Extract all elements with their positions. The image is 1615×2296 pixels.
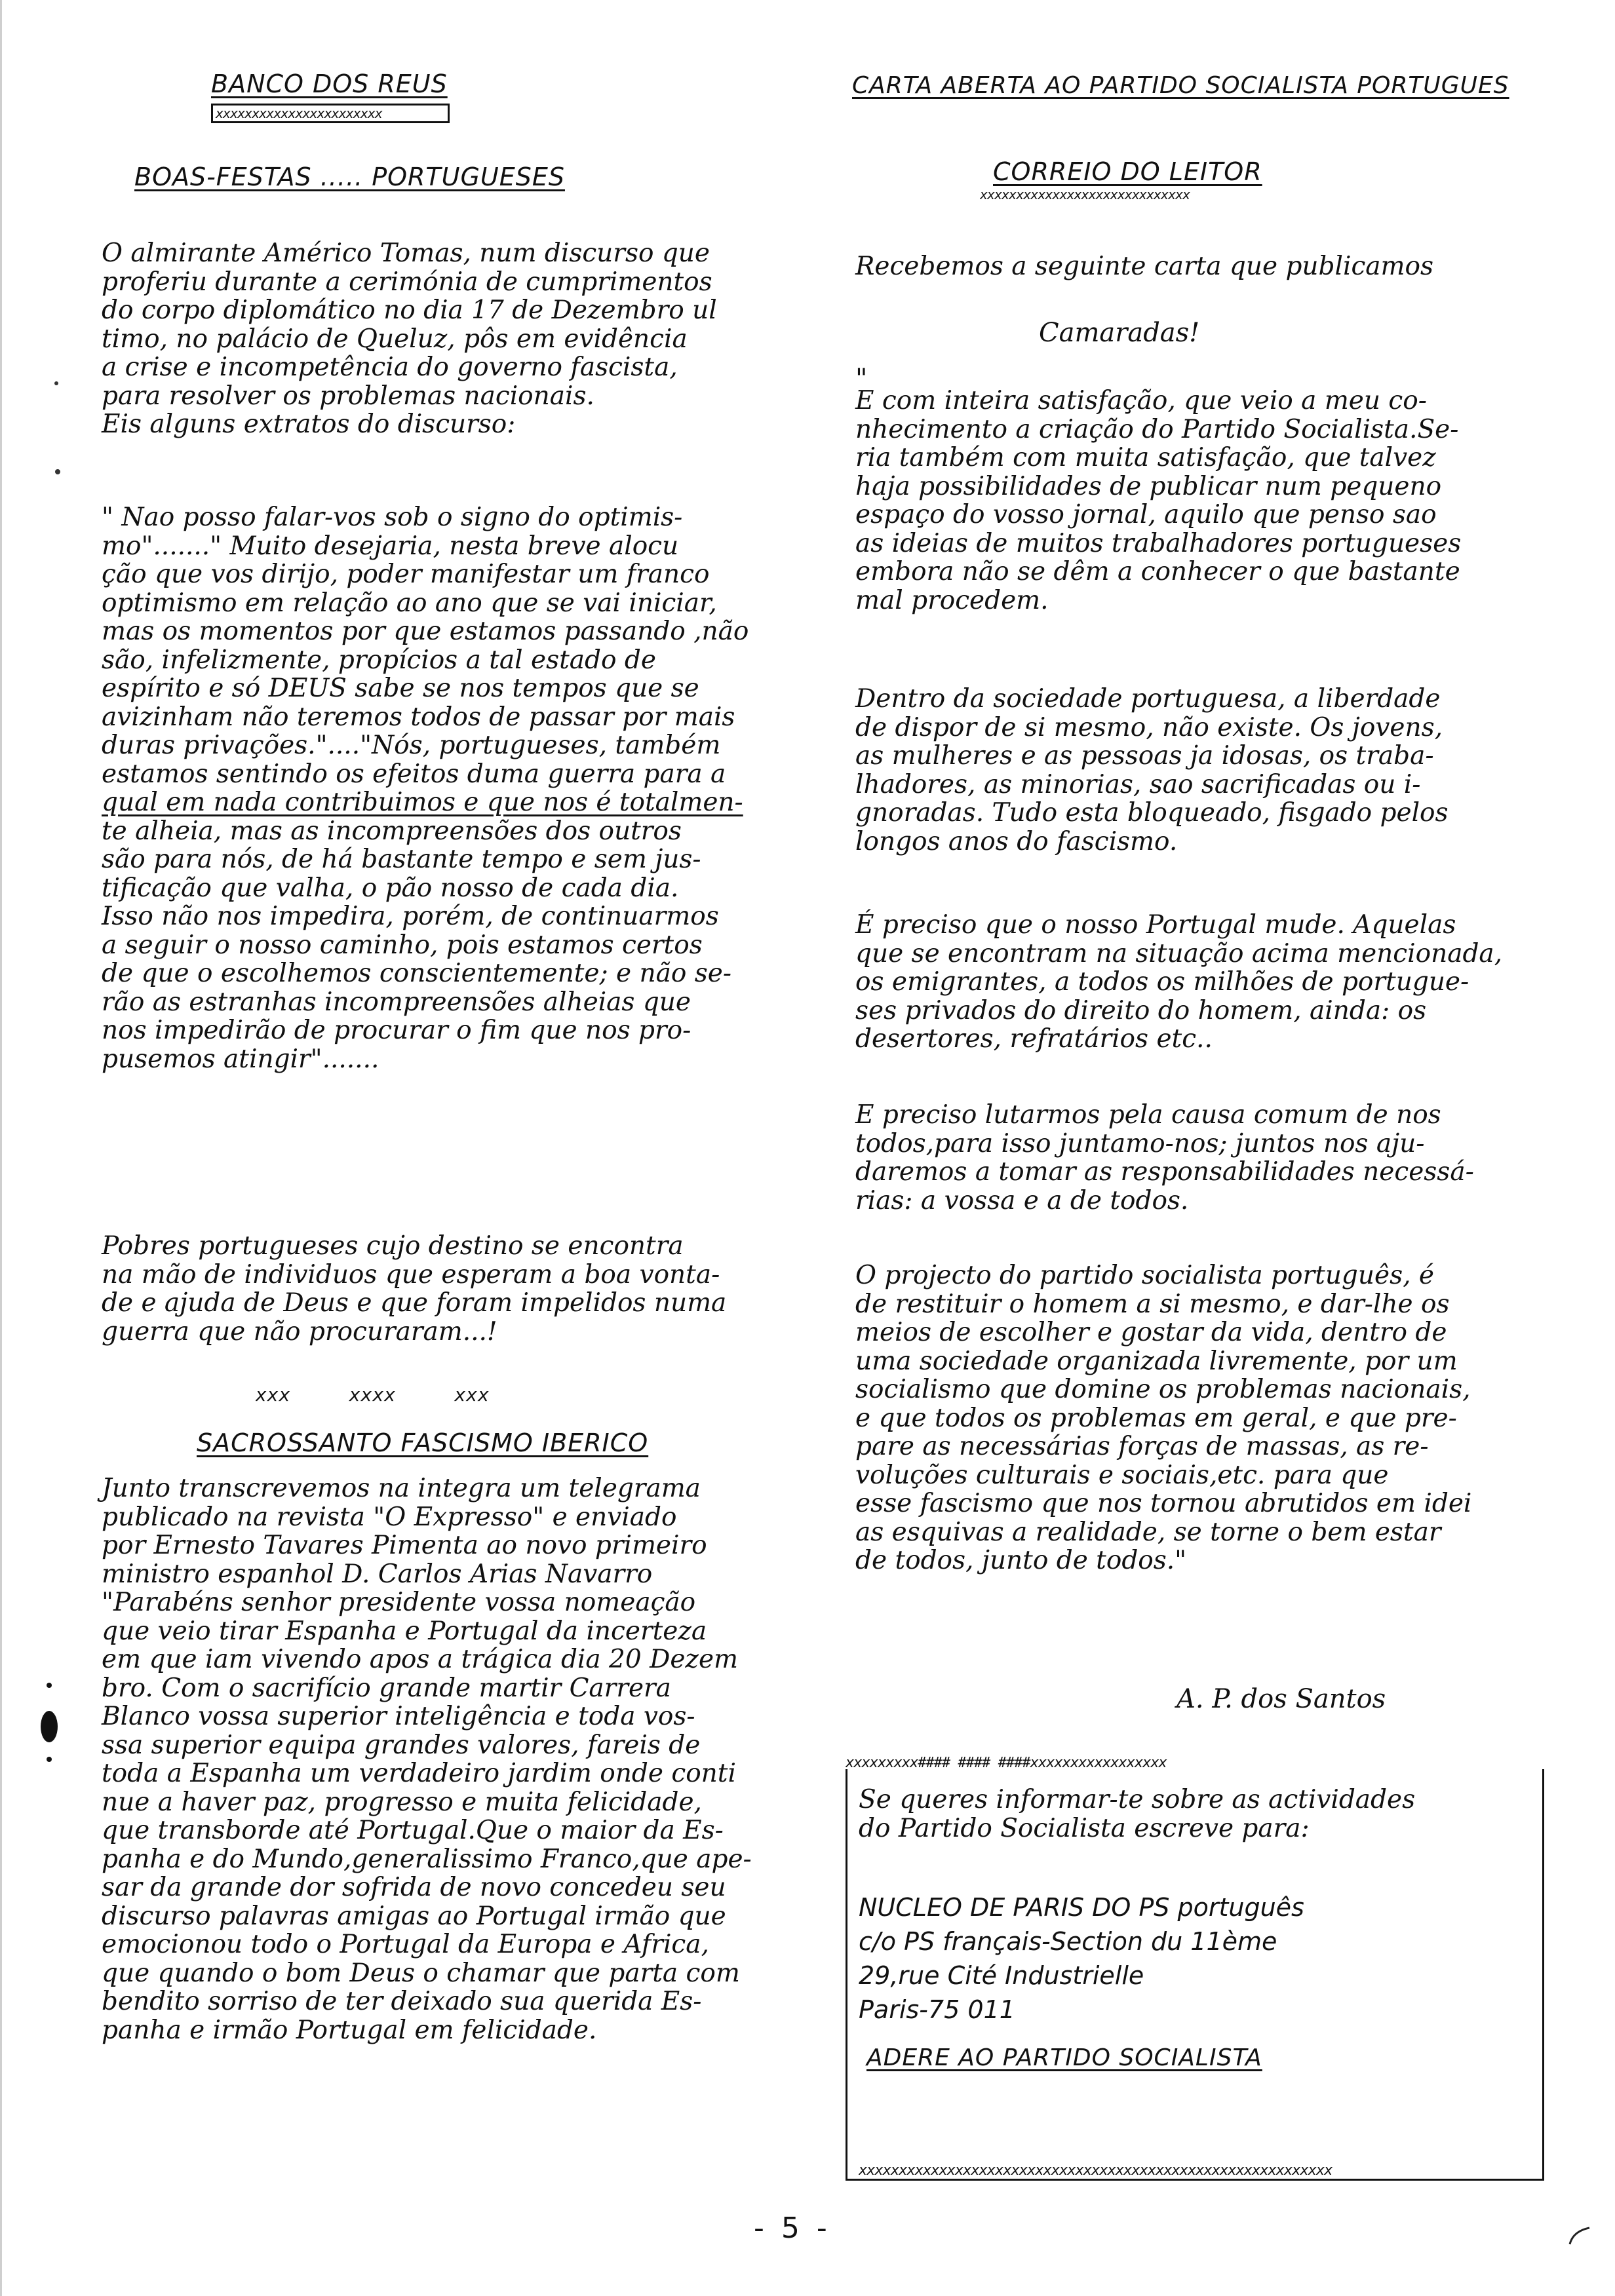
text-line: discurso palavras amigas ao Portugal irmão que xyxy=(102,1901,726,1931)
text-line: nos impedirão de procurar o fim que nos pro- xyxy=(102,1016,691,1045)
address-line: Paris-75 011 xyxy=(859,1995,1015,2024)
text-line: Blanco vossa superior inteligência e toda vos- xyxy=(102,1702,695,1731)
section-title-carta-aberta: CARTA ABERTA AO PARTIDO SOCIALISTA PORTUGUES xyxy=(852,72,1509,99)
text-line: "Parabéns senhor presidente vossa nomeação xyxy=(102,1588,696,1617)
section-title-banco-dos-reus: BANCO DOS REUS xyxy=(211,69,448,98)
info-box-top-border: xxxxxxxxx#### #### ####xxxxxxxxxxxxxxxxx xyxy=(846,1755,1167,1770)
text-line: em que iam vivendo apos a trágica dia 20 Dezem xyxy=(102,1645,739,1674)
text-line: estamos sentindo os efeitos duma guerra para a xyxy=(102,759,726,789)
text-line: te alheia, mas as incompreensões dos outros xyxy=(102,816,682,846)
text-line: Se queres informar-te sobre as actividades xyxy=(859,1785,1416,1814)
text-line: de todos, junto de todos." xyxy=(855,1546,1187,1575)
text-line: espaço do vosso jornal, aquilo que penso sao xyxy=(855,500,1437,529)
text-line: avizinham não teremos todos de passar por mais xyxy=(102,702,735,732)
text-line: sar da grande dor sofrida de novo concedeu seu xyxy=(102,1873,726,1902)
open-quote: " xyxy=(855,364,868,394)
text-line: as mulheres e as pessoas ja idosas, os traba- xyxy=(855,741,1434,771)
text-line: O projecto do partido socialista português, é xyxy=(855,1261,1434,1290)
page-number: - 5 - xyxy=(754,2211,831,2245)
ink-blot-mark xyxy=(36,1677,62,1769)
salutation: Camaradas! xyxy=(1039,318,1200,348)
text-line: lhadores, as minorias, sao sacrificadas ou i- xyxy=(855,769,1421,799)
text-line: mas os momentos por que estamos passando ,não xyxy=(102,617,749,646)
text-line: que quando o bom Deus o chamar que parta com xyxy=(102,1958,740,1988)
text-line: Eis alguns extratos do discurso: xyxy=(102,410,516,439)
text-line: longos anos do fascismo. xyxy=(855,826,1178,856)
text-line: ria também com muita satisfação, que talvez xyxy=(855,443,1436,472)
text-line: são, infelizmente, propícios a tal estado de xyxy=(102,645,656,675)
text-line: socialismo que domine os problemas nacionais, xyxy=(855,1375,1471,1404)
text-line: que transborde até Portugal.Que o maior da Es- xyxy=(102,1816,724,1845)
text-line: ministro espanhol D. Carlos Arias Navarro xyxy=(102,1559,653,1589)
text-line: daremos a tomar as responsabilidades necessá- xyxy=(855,1157,1474,1187)
separator-xxx: xxx xxxx xxx xyxy=(256,1384,490,1406)
text-line: emocionou todo o Portugal da Europa e Africa, xyxy=(102,1930,709,1959)
text-line: os emigrantes, a todos os milhões de portugue- xyxy=(855,967,1469,997)
text-line: na mão de individuos que esperam a boa vonta- xyxy=(102,1259,720,1290)
text-line: panha e irmão Portugal em felicidade. xyxy=(102,2015,597,2045)
text-line: que se encontram na situação acima mencionada, xyxy=(855,938,1503,968)
text-line: nhecimento a criação do Partido Socialista.Se- xyxy=(855,414,1459,444)
text-line: proferiu durante a cerimónia de cumprimentos xyxy=(102,267,712,297)
text-line: uma sociedade organizada livremente, por um xyxy=(855,1346,1458,1376)
address-line: c/o PS français-Section du 11ème xyxy=(859,1927,1277,1956)
text-line: " Nao posso falar-vos sob o signo do optimis- xyxy=(102,503,683,532)
letter-paragraph-3 xyxy=(855,911,1502,1054)
text-line: panha e do Mundo,generalissimo Franco,que ape- xyxy=(102,1844,752,1874)
text-line: E preciso lutarmos pela causa comum de nos xyxy=(855,1100,1441,1130)
text-line: e que todos os problemas em geral, e que pre- xyxy=(855,1403,1457,1433)
text-line: rias: a vossa e a de todos. xyxy=(855,1185,1189,1215)
paragraph-telegrama xyxy=(102,1474,752,2044)
letter-paragraph-4 xyxy=(855,1101,1474,1215)
text-line: por Ernesto Tavares Pimenta ao novo primeiro xyxy=(102,1531,707,1560)
page-edge xyxy=(0,0,2,2296)
text-line: embora não se dêm a conhecer o que bastante xyxy=(855,557,1460,586)
text-line: de dispor de si mesmo, não existe. Os jovens, xyxy=(855,712,1443,742)
text-line: de restituir o homem a si mesmo, e dar-lhe os xyxy=(855,1289,1450,1319)
text-line: ses privados do direito do homem, ainda: os xyxy=(855,995,1427,1025)
text-line: mal procedem. xyxy=(855,585,1049,615)
text-line: para resolver os problemas nacionais. xyxy=(102,381,594,411)
text-line: de que o escolhemos conscientemente; e não se- xyxy=(102,959,732,988)
text-line: haja possibilidades de publicar num pequeno xyxy=(855,471,1442,501)
text-line: Junto transcrevemos na integra um telegrama xyxy=(102,1474,701,1503)
text-line: rão as estranhas incompreensões alheias que xyxy=(102,987,691,1017)
text-line: Recebemos a seguinte carta que publicamos xyxy=(855,252,1434,281)
text-line: voluções culturais e sociais,etc. para que xyxy=(855,1460,1389,1490)
info-box-text xyxy=(859,1786,1415,1843)
address-line: NUCLEO DE PARIS DO PS português xyxy=(859,1893,1304,1922)
text-line: guerra que não procuraram...! xyxy=(102,1316,497,1347)
text-line: toda a Espanha um verdadeiro jardim onde conti xyxy=(102,1759,736,1788)
address-block xyxy=(859,1890,1304,2027)
text-line: desertores, refratários etc.. xyxy=(855,1024,1213,1054)
intro-line xyxy=(855,252,1433,281)
paragraph-intro xyxy=(102,239,717,439)
text-line: do corpo diplomático no dia 17 de Dezembro ul xyxy=(102,296,717,325)
letter-paragraph-5 xyxy=(855,1261,1471,1575)
text-line: Isso não nos impedira, porém, de continuarmos xyxy=(102,902,719,931)
text-line: a seguir o nosso caminho, pois estamos certos xyxy=(102,930,703,960)
info-box-bottom-border: xxxxxxxxxxxxxxxxxxxxxxxxxxxxxxxxxxxxxxxxxxxxxxxxxxxxxxxxxxx xyxy=(859,2162,1333,2178)
letter-paragraph-2 xyxy=(855,685,1449,856)
text-line: qual em nada contribuimos e que nos é totalmen- xyxy=(102,788,743,817)
signature: A. P. dos Santos xyxy=(1177,1684,1386,1714)
text-line: bro. Com o sacrifício grande martir Carrera xyxy=(102,1673,671,1703)
title-underline-xxx: xxxxxxxxxxxxxxxxxxxxxxx xyxy=(211,104,450,123)
text-line: ssa superior equipa grandes valores, fareis de xyxy=(102,1730,701,1760)
text-line: Dentro da sociedade portuguesa, a liberdade xyxy=(855,684,1441,714)
text-line: as esquivas a realidade, se torne o bem estar xyxy=(855,1517,1441,1547)
text-line: meios de escolher e gostar da vida, dentro de xyxy=(855,1318,1447,1347)
text-line: pusemos atingir"....... xyxy=(102,1044,379,1074)
text-line: E com inteira satisfação, que veio a meu co- xyxy=(855,386,1427,415)
text-line: gnoradas. Tudo esta bloqueado, fisgado pelos xyxy=(855,798,1449,828)
text-line: são para nós, de há bastante tempo e sem jus- xyxy=(102,845,701,874)
address-line: 29,rue Cité Industrielle xyxy=(859,1961,1144,1990)
text-line: espírito e só DEUS sabe se nos tempos que se xyxy=(102,674,699,703)
text-line: esse fascismo que nos tornou abrutidos em idei xyxy=(855,1489,1472,1518)
text-line: todos,para isso juntamo-nos; juntos nos aju- xyxy=(855,1128,1425,1158)
text-line: mo"......." Muito desejaria, nesta breve alocu xyxy=(102,531,679,561)
article-title-correio-do-leitor: CORREIO DO LEITOR xyxy=(993,157,1262,186)
text-line: ção que vos dirijo, poder manifestar um franco xyxy=(102,560,710,589)
text-line: de e ajuda de Deus e que foram impelidos numa xyxy=(102,1288,727,1318)
text-line: pare as necessárias forças de massas, as re- xyxy=(855,1432,1429,1461)
text-line: O almirante Américo Tomas, num discurso que xyxy=(102,239,710,268)
text-line: publicado na revista "O Expresso" e enviado xyxy=(102,1502,677,1532)
text-line: do Partido Socialista escreve para: xyxy=(859,1813,1310,1843)
corner-scribble-mark xyxy=(1566,2225,1593,2251)
text-line: que veio tirar Espanha e Portugal da incerteza xyxy=(102,1616,707,1646)
text-line: É preciso que o nosso Portugal mude. Aquelas xyxy=(855,910,1456,940)
text-line: Pobres portugueses cujo destino se encontra xyxy=(102,1231,684,1261)
text-line: duras privações."...."Nós, portugueses, também xyxy=(102,731,721,760)
margin-dots xyxy=(52,377,66,482)
text-line: optimismo em relação ao ano que se vai iniciar, xyxy=(102,588,717,618)
text-line: a crise e incompetência do governo fascista, xyxy=(102,353,678,382)
text-line: timo, no palácio de Queluz, pôs em evidência xyxy=(102,324,688,354)
paragraph-pobres xyxy=(102,1232,726,1346)
article-title-boas-festas: BOAS-FESTAS ..... PORTUGUESES xyxy=(134,163,565,191)
letter-paragraph-1 xyxy=(855,387,1461,615)
article-title-sacrossanto: SACROSSANTO FASCISMO IBERICO xyxy=(197,1428,649,1457)
text-line: nue a haver paz, progresso e muita felicidade, xyxy=(102,1787,702,1817)
text-line: tificação que valha, o pão nosso de cada dia. xyxy=(102,873,679,903)
title-underline-xxx: xxxxxxxxxxxxxxxxxxxxxxxxxxxxx xyxy=(980,187,1190,202)
paragraph-quote xyxy=(102,503,749,1073)
text-line: bendito sorriso de ter deixado sua querida Es- xyxy=(102,1987,702,2016)
text-line: as ideias de muitos trabalhadores portugueses xyxy=(855,528,1462,558)
slogan-adere: ADERE AO PARTIDO SOCIALISTA xyxy=(866,2044,1262,2071)
